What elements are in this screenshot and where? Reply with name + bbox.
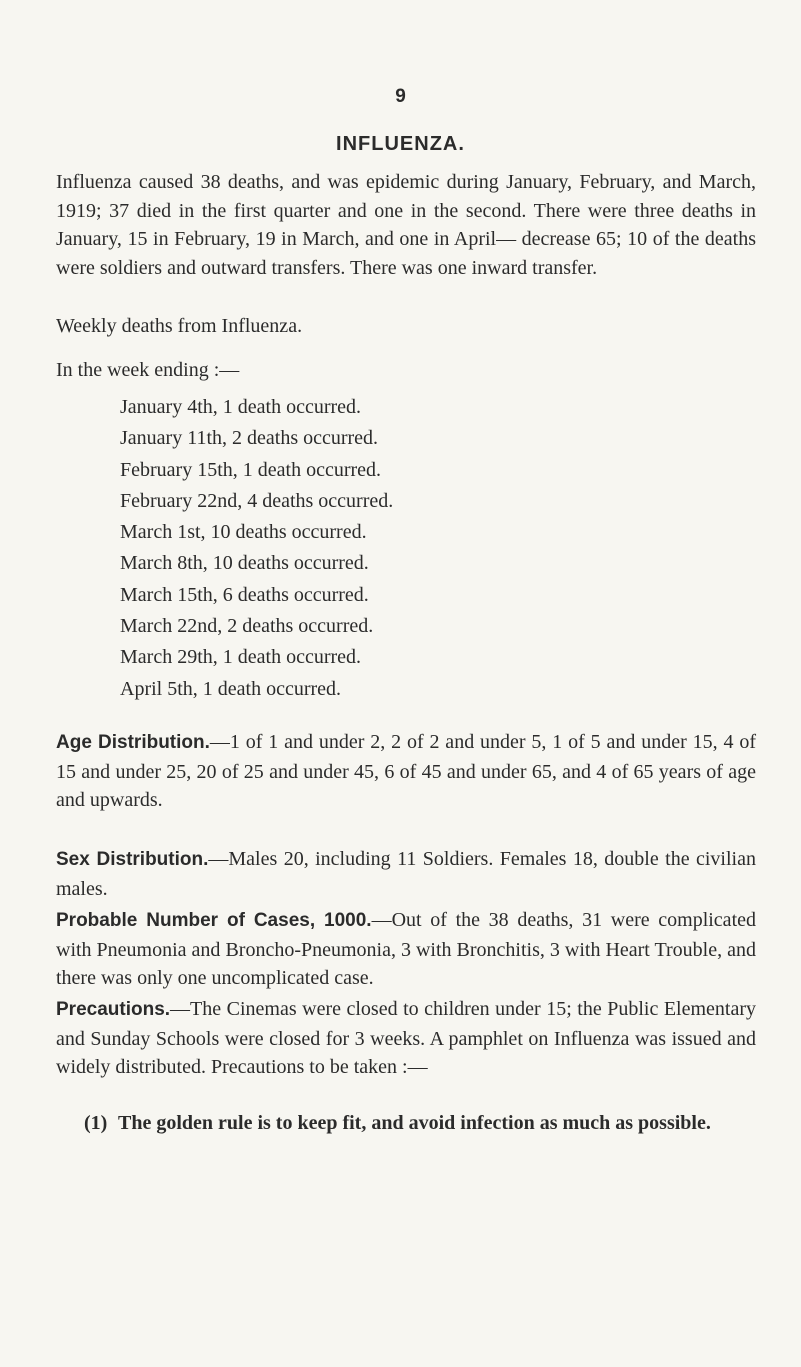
list-item: March 15th, 6 deaths occurred. [120,583,369,606]
probable-cases-heading: Probable Number of Cases, 1000. [56,910,372,931]
weekly-deaths-heading: Weekly deaths from Influenza. [56,315,303,337]
list-item: January 4th, 1 death occurred. [120,396,362,418]
rule-item [84,1110,764,1136]
list-item: February 15th, 1 death occurred. [120,458,382,481]
sex-distribution-paragraph [56,845,756,903]
page-number: 9 [395,86,406,107]
intro-paragraph: Influenza caused 38 deaths, and was epidemic during January, February, and March, 1919; 37 died in the first quarter and one in the second. There were three deaths in January, 15 in February, 19 in March, and one in April— decrease 65; 10 of the deaths were soldiers and outward transfers. There was one inward transfer. [56,171,756,279]
age-distribution-paragraph [56,728,756,815]
list-item: February 22nd, 4 deaths occurred. [120,489,394,512]
precautions-heading: Precautions. [56,999,171,1020]
list-item: March 1st, 10 deaths occurred. [120,521,367,544]
sex-distribution-heading: Sex Distribution. [56,849,209,870]
list-item: March 29th, 1 death occurred. [120,646,362,669]
list-item: March 8th, 10 deaths occurred. [120,552,369,575]
precautions-text: —The Cinemas were closed to children under 15; the Public Elementary and Sunday Schools were closed for 3 weeks. A pamphlet on Influenza was issued and widely distributed. Precautions to be taken :— [56,998,756,1078]
list-item: January 11th, 2 deaths occurred. [120,427,379,450]
weekly-deaths-list [120,392,393,705]
probable-cases-paragraph [56,906,756,993]
list-item: April 5th, 1 death occurred. [120,677,342,700]
rule-text: The golden rule is to keep fit, and avoid infection as much as possible. [118,1112,711,1134]
age-distribution-text: —1 of 1 and under 2, 2 of 2 and under 5, 1 of 5 and under 15, 4 of 15 and under 25, 20 of 25 and under 45, 6 of 45 and under 65, and 4 of 65 years of age and upwards. [56,731,756,811]
age-distribution-heading: Age Distribution. [56,732,210,753]
week-ending-intro: In the week ending :— [56,359,240,381]
probable-cases-text: —Out of the 38 deaths, 31 were complicated with Pneumonia and Broncho-Pneumonia, 3 with Bronchitis, 3 with Heart Trouble, and there was only one uncomplicated case. [56,909,756,989]
page-title: INFLUENZA. [336,133,465,155]
rule-number: (1) [84,1112,108,1134]
list-item: March 22nd, 2 deaths occurred. [120,615,374,638]
sex-distribution-text: —Males 20, including 11 Soldiers. Females 18, double the civilian males. [56,848,756,900]
precautions-paragraph [56,995,756,1082]
